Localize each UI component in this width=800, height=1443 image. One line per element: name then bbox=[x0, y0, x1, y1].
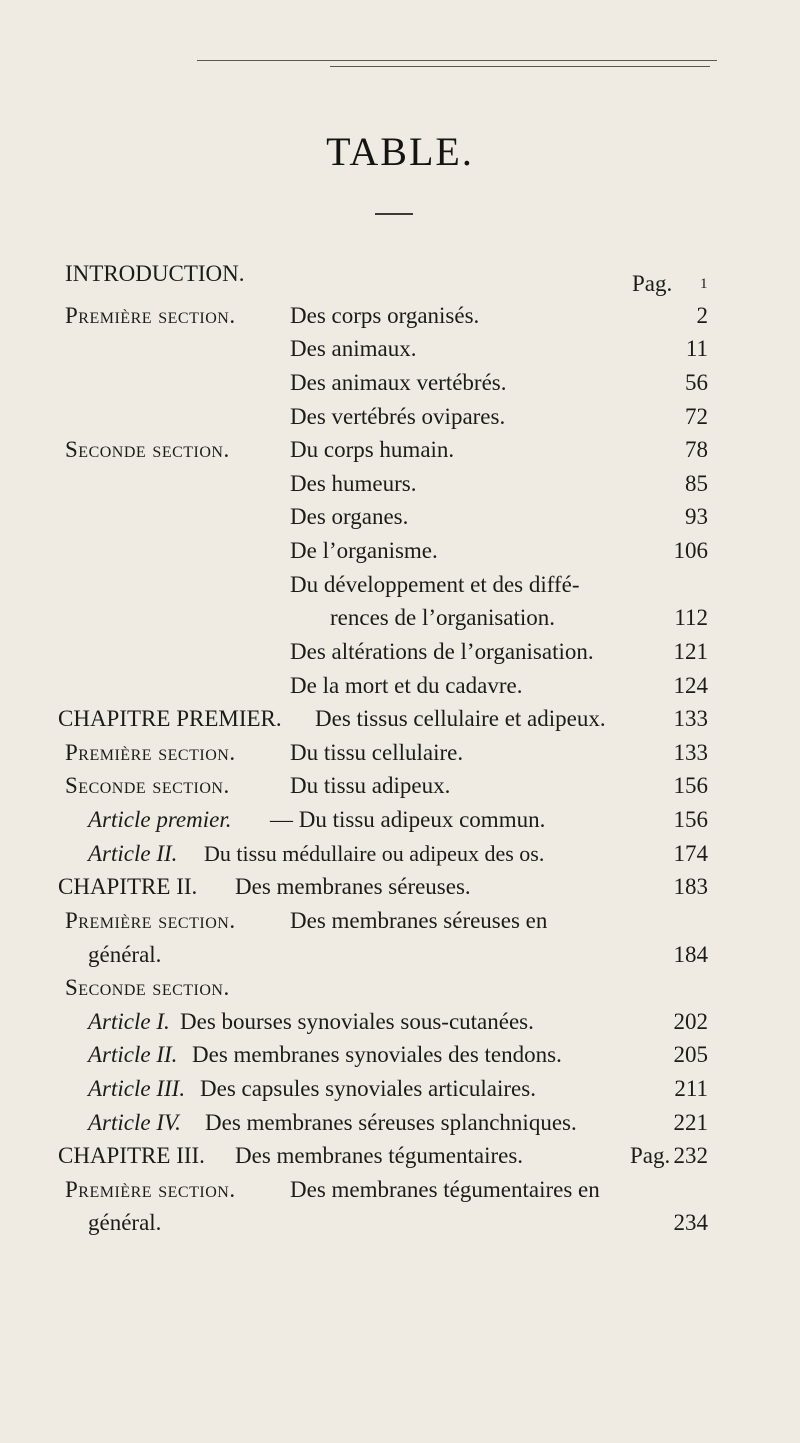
entry-title: Des bourses synoviales sous-cutanées. bbox=[180, 1009, 534, 1034]
page-number: 133 bbox=[673, 740, 708, 765]
article-label: Article I. bbox=[88, 1009, 170, 1034]
entry-title: général. bbox=[88, 1210, 162, 1235]
toc-row bbox=[0, 972, 800, 1004]
toc-row-chapter bbox=[0, 1140, 800, 1172]
page-number: 221 bbox=[673, 1110, 708, 1135]
article-label: Article II. bbox=[88, 1042, 178, 1067]
toc-row bbox=[0, 501, 800, 533]
page-number: 1 bbox=[700, 276, 708, 292]
toc-row bbox=[0, 300, 800, 332]
entry-title: Du développement et des diffé- bbox=[290, 572, 580, 597]
toc-row bbox=[0, 602, 800, 634]
article-label: Article III. bbox=[88, 1076, 186, 1101]
toc-row bbox=[0, 1107, 800, 1139]
article-label: Article premier. bbox=[88, 807, 232, 832]
chapter-label: CHAPITRE PREMIER. bbox=[58, 706, 282, 731]
toc-row bbox=[0, 333, 800, 365]
entry-title: Des animaux. bbox=[290, 336, 417, 361]
entry-title: Des membranes synoviales des tendons. bbox=[192, 1042, 562, 1067]
toc-row bbox=[0, 737, 800, 769]
entry-title: Du tissu médullaire ou adipeux des os. bbox=[204, 841, 545, 866]
entry-title: Des membranes tégumentaires. bbox=[235, 1143, 524, 1168]
page-number: 11 bbox=[685, 336, 708, 361]
toc-row-chapter bbox=[0, 871, 800, 903]
toc-row bbox=[0, 939, 800, 971]
article-label: Article II. bbox=[88, 841, 178, 866]
page-number: 205 bbox=[673, 1042, 708, 1067]
page-number: 85 bbox=[685, 471, 708, 496]
page-number: 211 bbox=[674, 1076, 708, 1101]
chapter-label: CHAPITRE II. bbox=[58, 874, 198, 899]
entry-title: Du tissu adipeux. bbox=[290, 773, 451, 798]
page-number: 72 bbox=[685, 404, 708, 429]
entry-title: De la mort et du cadavre. bbox=[290, 673, 523, 698]
toc-row bbox=[0, 905, 800, 937]
entry-title: Des vertébrés ovipares. bbox=[290, 404, 506, 429]
entry-title: Des membranes séreuses. bbox=[235, 874, 471, 899]
page-number: 234 bbox=[673, 1210, 708, 1235]
section-label: Première section. bbox=[65, 740, 236, 765]
pag-label: Pag. bbox=[630, 1143, 671, 1168]
entry-title: rences de l’organisation. bbox=[330, 605, 556, 630]
section-label: Seconde section. bbox=[65, 975, 230, 1000]
entry-title: Des tissus cellulaire et adipeux. bbox=[315, 706, 606, 731]
chapter-label: CHAPITRE III. bbox=[58, 1143, 205, 1168]
page-number: 124 bbox=[673, 673, 708, 698]
toc-row bbox=[0, 838, 800, 870]
entry-title: général. bbox=[88, 942, 162, 967]
page-number: 156 bbox=[673, 773, 708, 798]
toc-row bbox=[0, 1073, 800, 1105]
toc-row bbox=[0, 804, 800, 836]
entry-title: Des animaux vertébrés. bbox=[290, 370, 507, 395]
entry-title: Des capsules synoviales articulaires. bbox=[200, 1076, 536, 1101]
entry-title: Des membranes tégumentaires en bbox=[290, 1177, 600, 1202]
page-number: 174 bbox=[673, 841, 708, 866]
toc-row bbox=[0, 1039, 800, 1071]
toc-row bbox=[0, 434, 800, 466]
toc-row bbox=[0, 670, 800, 702]
toc-row bbox=[0, 367, 800, 399]
page-title: TABLE. bbox=[326, 129, 474, 174]
entry-title: Des corps organisés. bbox=[290, 303, 480, 328]
page-number: 78 bbox=[685, 437, 708, 462]
page-number: 56 bbox=[685, 370, 708, 395]
page-number: 184 bbox=[673, 942, 708, 967]
page-number: 112 bbox=[674, 605, 708, 630]
toc-row-introduction bbox=[0, 258, 800, 296]
entry-title: Des organes. bbox=[290, 504, 409, 529]
entry-title: Des humeurs. bbox=[290, 471, 417, 496]
entry-title: De l’organisme. bbox=[290, 538, 438, 563]
entry-title: Du tissu cellulaire. bbox=[290, 740, 464, 765]
pag-label: Pag. bbox=[632, 271, 673, 296]
page-number: 183 bbox=[673, 874, 708, 899]
entry-title: Du corps humain. bbox=[290, 437, 455, 462]
entry-title: Des membranes séreuses en bbox=[290, 908, 548, 933]
page-number: 133 bbox=[673, 706, 708, 731]
page-number: 106 bbox=[673, 538, 708, 563]
section-label: Seconde section. bbox=[65, 773, 230, 798]
section-label: Première section. bbox=[65, 1177, 236, 1202]
introduction-label: INTRODUCTION. bbox=[65, 261, 245, 286]
page-number: 93 bbox=[685, 504, 708, 529]
toc-row bbox=[0, 535, 800, 567]
page-number: 121 bbox=[673, 639, 708, 664]
toc-row bbox=[0, 1006, 800, 1038]
toc-row bbox=[0, 401, 800, 433]
section-label: Première section. bbox=[65, 303, 236, 328]
page-number: 2 bbox=[696, 303, 708, 328]
section-label: Première section. bbox=[65, 908, 236, 933]
toc-row bbox=[0, 636, 800, 668]
entry-title: Des membranes séreuses splanchniques. bbox=[205, 1110, 577, 1135]
page-number: 202 bbox=[673, 1009, 708, 1034]
page-number: 156 bbox=[673, 807, 708, 832]
toc-row bbox=[0, 468, 800, 500]
toc-row bbox=[0, 1207, 800, 1239]
toc-row bbox=[0, 569, 800, 601]
section-label: Seconde section. bbox=[65, 437, 230, 462]
article-label: Article IV. bbox=[88, 1110, 181, 1135]
entry-title: — Du tissu adipeux commun. bbox=[270, 807, 546, 832]
entry-title: Des altérations de l’organisation. bbox=[290, 639, 594, 664]
page-number: 232 bbox=[673, 1143, 708, 1168]
toc-row bbox=[0, 1174, 800, 1206]
toc-row bbox=[0, 770, 800, 802]
toc-row-chapter bbox=[0, 703, 800, 735]
